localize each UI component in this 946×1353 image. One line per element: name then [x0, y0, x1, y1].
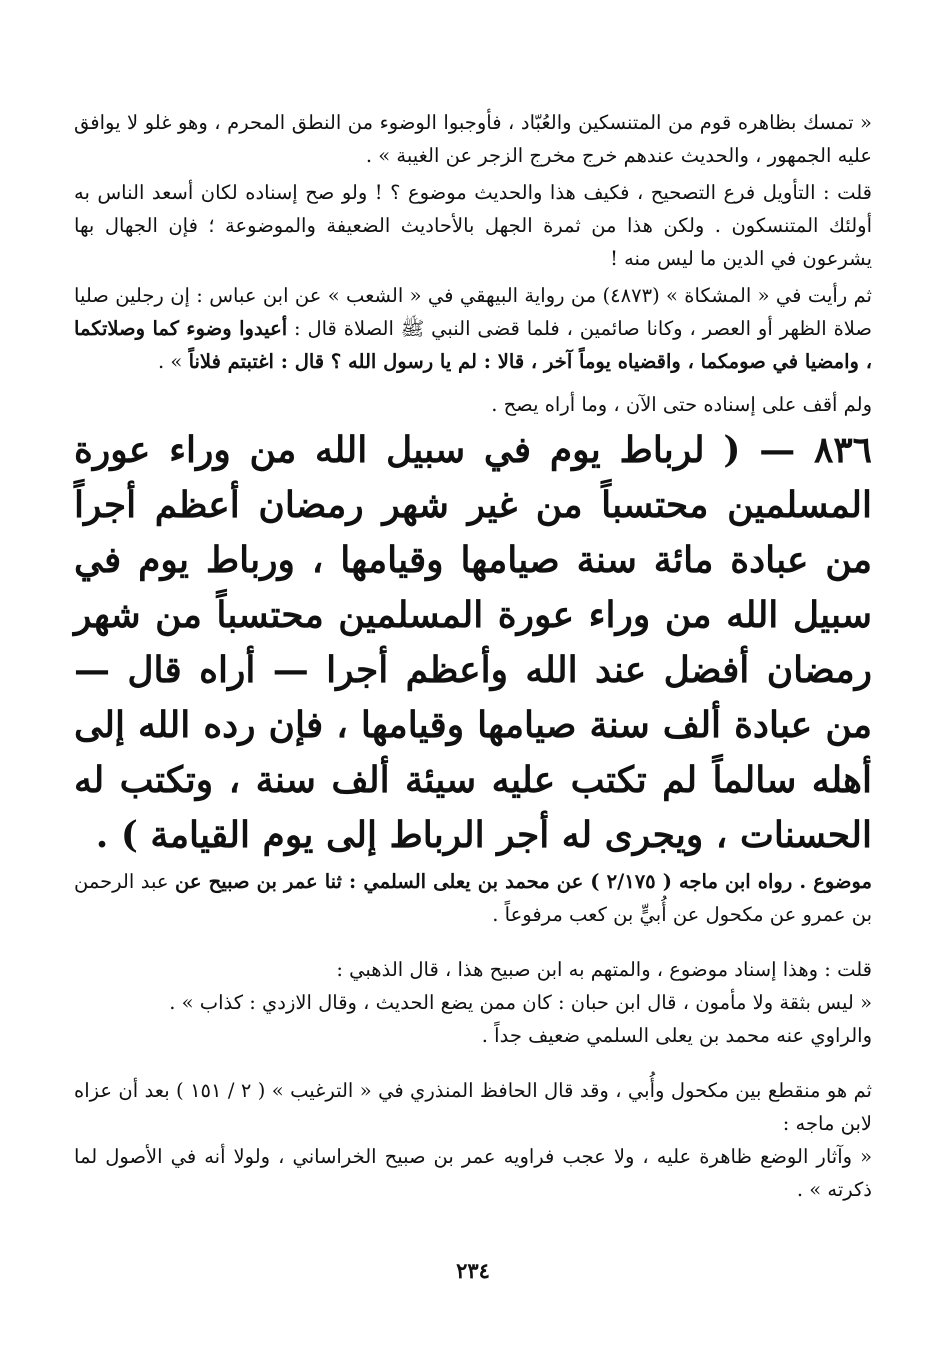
analysis-paragraph-5: « وآثار الوضع ظاهرة عليه ، ولا عجب فراويه عمر بن صبيح الخراساني ، ولولا أنه في الأصول لما ذكرته » . [74, 1145, 872, 1201]
intro-quote: « تمسك بظاهره قوم من المتنسكين والعُبّاد ، فأوجبوا الوضوء من النطق المحرم ، وهو غلو لا يوافق عليه الجمهور ، والحديث عندهم خرج مخرج الزجر عن الغيبة » . [74, 111, 872, 167]
comment-paragraph-2 [74, 279, 872, 378]
comment-paragraph-1: قلت : التأويل فرع التصحيح ، فكيف هذا والحديث موضوع ؟ ! ولو صح إسناده لكان أسعد الناس به أولئك المتنسكون . ولكن هذا من ثمرة الجهل بالأحاديث الضعيفة والموضوعة ؛ فإن الجهال بها يشرعون في الدين ما ليس منه ! [74, 181, 872, 270]
comment-2-plain: ثم رأيت في « المشكاة » (٤٨٧٣) من رواية البيهقي في « الشعب » عن ابن عباس : إن رجلين صليا صلاة الظهر أو العصر ، وكانا صائمين ، فلما قضى النبي ﷺ الصلاة قال : [74, 284, 872, 340]
comment-2-end: » . [158, 350, 183, 373]
grading-rest: عبد الرحمن بن عمرو عن مكحول عن أُبيٍّ بن كعب مرفوعاً . [74, 870, 872, 926]
analysis-paragraph-2: « ليس بثقة ولا مأمون ، قال ابن حبان : كان ممن يضع الحديث ، وقال الازدي : كذاب » . [169, 991, 872, 1014]
page-number: ٢٣٤ [456, 1258, 490, 1283]
comment-paragraph-3: ولم أقف على إسناده حتى الآن ، وما أراه يصح . [491, 393, 872, 416]
analysis-paragraph-4: ثم هو منقطع بين مكحول وأُبي ، وقد قال الحافظ المنذري في « الترغيب » ( ٢ / ١٥١ ) بعد أن عزاه لابن ماجه : [74, 1079, 872, 1135]
comment-2-bold: أعيدوا وضوء كما وصلاتكما ، وامضيا في صومكما ، واقضياه يوماً آخر ، قالا : لم يا رسول الله ؟ قال : اغتبتم فلاناً [74, 317, 872, 373]
hadith-text: ٨٣٦ — ( لرباط يوم في سبيل الله من وراء عورة المسلمين محتسباً من غير شهر رمضان أعظم أجراً من عبادة مائة سنة صيامها وقيامها ، ورباط يوم في سبيل الله من وراء عورة المسلمين محتسباً من شهر رمضان أفضل عند الله وأعظم أجرا — أراه قال — من عبادة ألف سنة صيامها وقيامها ، فإن رده الله إلى أهله سالماً لم تكتب عليه سيئة ألف سنة ، وتكتب له الحسنات ، ويجرى له أجر الرباط إلى يوم القيامة ) . [74, 429, 872, 856]
grading-paragraph [74, 865, 872, 931]
analysis-paragraph-1: قلت : وهذا إسناد موضوع ، والمتهم به ابن صبيح هذا ، قال الذهبي : [336, 958, 872, 981]
grading-bold: موضوع . رواه ابن ماجه ( ٢/١٧٥ ) عن محمد بن يعلى السلمي : ثنا عمر بن صبيح عن [175, 870, 872, 893]
analysis-paragraph-3: والراوي عنه محمد بن يعلى السلمي ضعيف جداً . [481, 1024, 872, 1047]
page-body [74, 106, 872, 1206]
